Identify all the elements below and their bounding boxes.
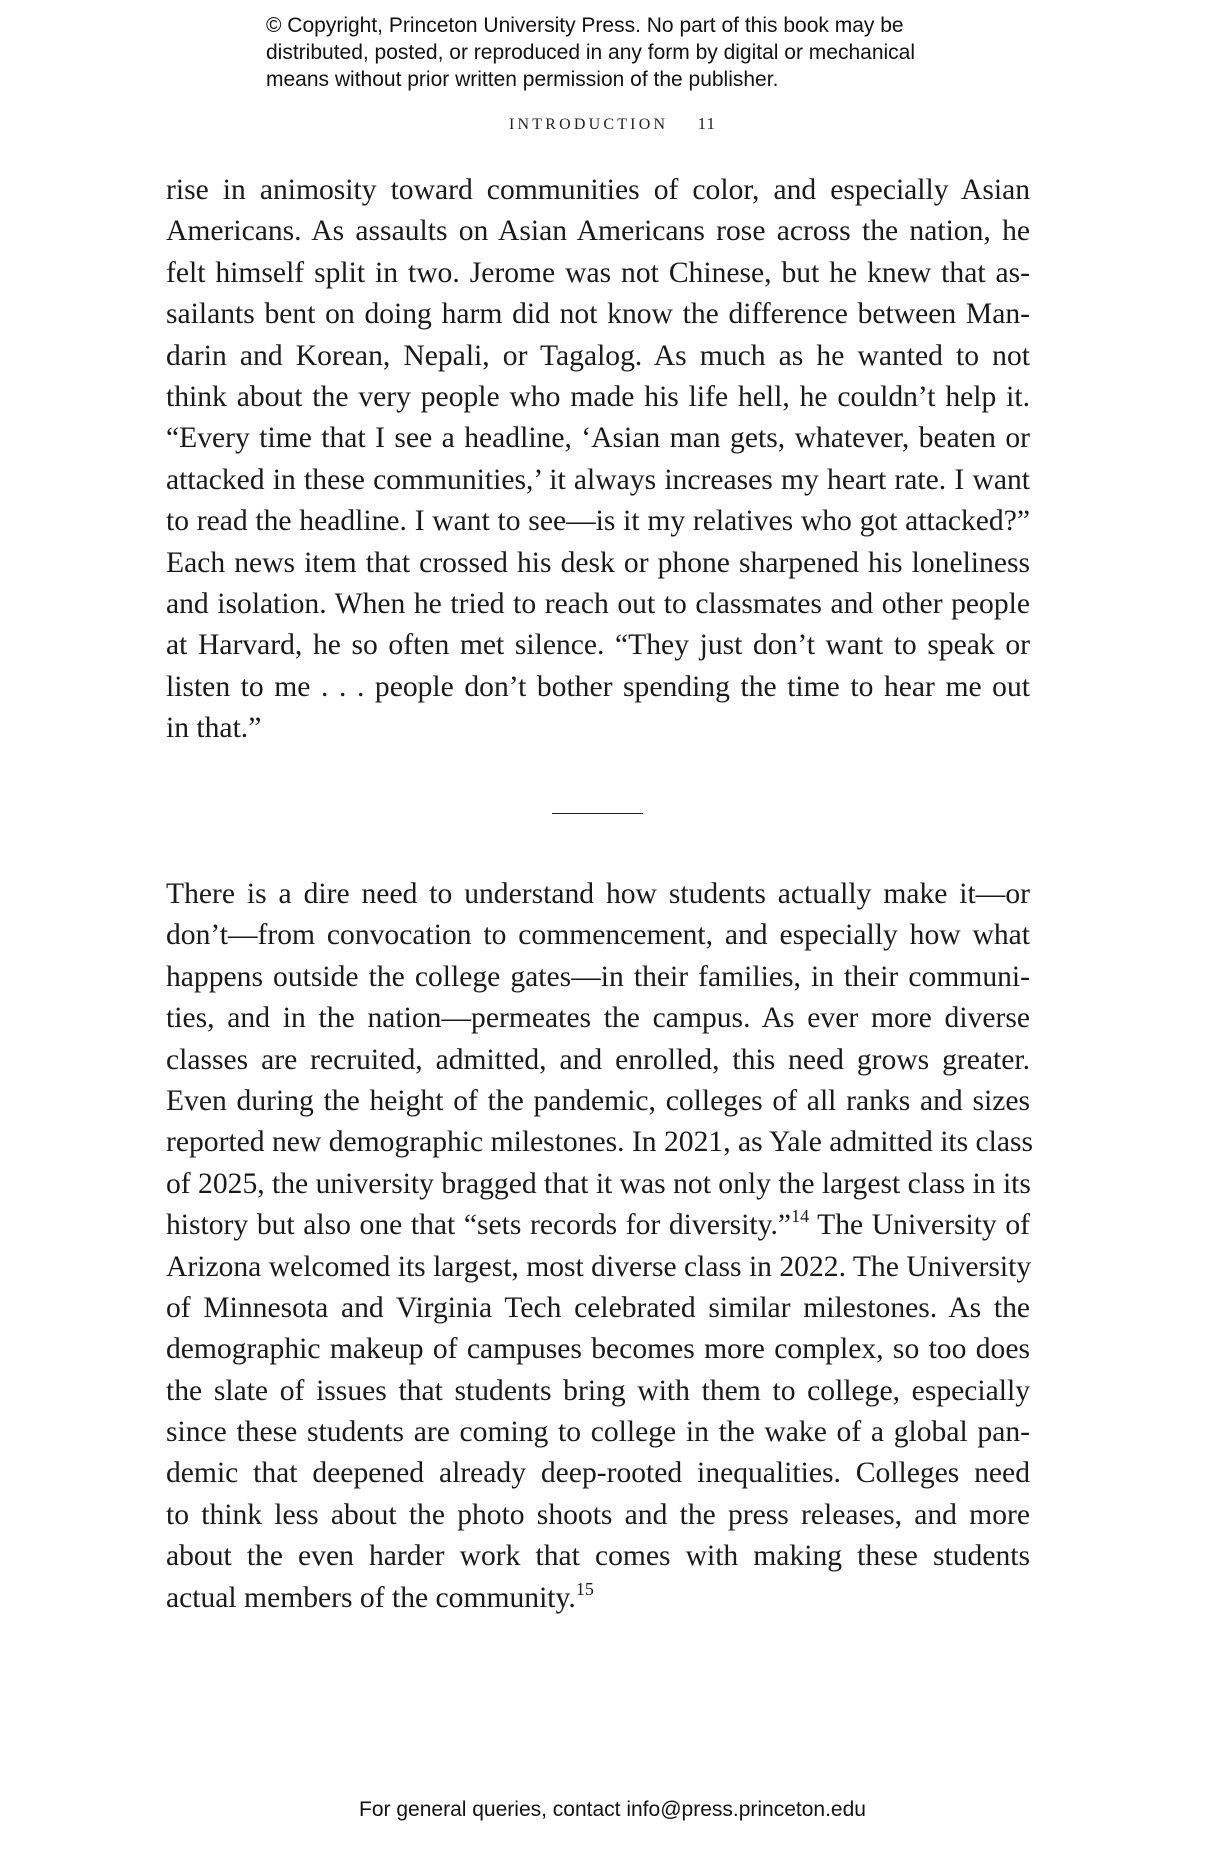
text-line: rise in animosity toward communities of color, and especially Asian (166, 174, 1030, 206)
text-line: think about the very people who made his life hell, he couldn’t help it. (166, 380, 1030, 413)
running-head (0, 114, 1225, 134)
text-line: since these students are coming to college in the wake of a global pan- (166, 1416, 1030, 1449)
copyright-notice (266, 12, 1026, 93)
text-line: Arizona welcomed its largest, most diverse class in 2022. The University (166, 1250, 1032, 1283)
footnote-marker-14[interactable]: 14 (791, 1206, 810, 1227)
text-line: at Harvard, he so often met silence. “They just don’t want to speak or (166, 629, 1030, 662)
paragraph-1 (166, 170, 1030, 749)
text-segment: history but also one that “sets records for diversity.” (166, 1209, 792, 1242)
text-line: ties, and in the nation—permeates the campus. As ever more diverse (166, 1002, 1030, 1035)
text-line: don’t—from convocation to commencement, and especially how what (166, 919, 1030, 952)
text-line: sailants bent on doing harm did not know the difference between Man- (166, 298, 1030, 331)
text-line: Each news item that crossed his desk or phone sharpened his loneliness (166, 546, 1030, 579)
text-line: demographic makeup of campuses becomes more complex, so too does (166, 1333, 1030, 1366)
footer-contact: For general queries, contact info@press.princeton.edu (359, 1798, 866, 1821)
text-line: of Minnesota and Virginia Tech celebrated similar milestones. As the (166, 1291, 1030, 1324)
text-line: about the even harder work that comes with making these students (166, 1540, 1030, 1573)
text-line: to think less about the photo shoots and the press releases, and more (166, 1498, 1030, 1531)
text-line: in that.” (166, 712, 262, 745)
footnote-marker-15[interactable]: 15 (575, 1578, 594, 1599)
text-line: classes are recruited, admitted, and enrolled, this need grows greater. (166, 1043, 1030, 1076)
text-line: darin and Korean, Nepali, or Tagalog. As much as he wanted to not (166, 339, 1030, 372)
text-line: of 2025, the university bragged that it was not only the largest class in its (166, 1167, 1031, 1200)
text-line: attacked in these communities,’ it always increases my heart rate. I want (166, 463, 1030, 496)
text-line: demic that deepened already deep-rooted inequalities. Colleges need (166, 1457, 1030, 1490)
paragraph-2 (166, 874, 1034, 1619)
text-line: to read the headline. I want to see—is it my relatives who got attacked?” (166, 505, 1030, 538)
text-line: listen to me . . . people don’t bother spending the time to hear me out (166, 670, 1030, 703)
text-line: and isolation. When he tried to reach out to classmates and other people (166, 587, 1030, 620)
text-line: “Every time that I see a headline, ‘Asian man gets, whatever, beaten or (166, 422, 1030, 455)
text-line: Even during the height of the pandemic, colleges of all ranks and sizes (166, 1084, 1030, 1117)
text-line: Americans. As assaults on Asian Americans rose across the nation, he (166, 215, 1030, 248)
text-segment: actual members of the community. (166, 1581, 576, 1614)
page-number: 11 (697, 114, 717, 133)
text-line: reported new demographic milestones. In 2021, as Yale admitted its class (166, 1126, 1034, 1159)
copyright-line: © Copyright, Princeton University Press. No part of this book may be (266, 14, 904, 37)
copyright-line: means without prior written permission of the publisher. (266, 68, 779, 91)
text-line-with-footnote (166, 1578, 1030, 1619)
text-segment: The University of (809, 1209, 1030, 1242)
running-head-section: INTRODUCTION (508, 116, 669, 133)
copyright-line: distributed, posted, or reproduced in any form by digital or mechanical (266, 41, 916, 64)
text-line: the slate of issues that students bring with them to college, especially (166, 1374, 1030, 1407)
text-line: There is a dire need to understand how students actually make it—or (166, 878, 1030, 910)
text-line-with-footnote (166, 1205, 1030, 1246)
section-break-rule (552, 813, 643, 814)
text-line: felt himself split in two. Jerome was not Chinese, but he knew that as- (166, 256, 1030, 289)
text-line: happens outside the college gates—in their families, in their communi- (166, 960, 1030, 993)
